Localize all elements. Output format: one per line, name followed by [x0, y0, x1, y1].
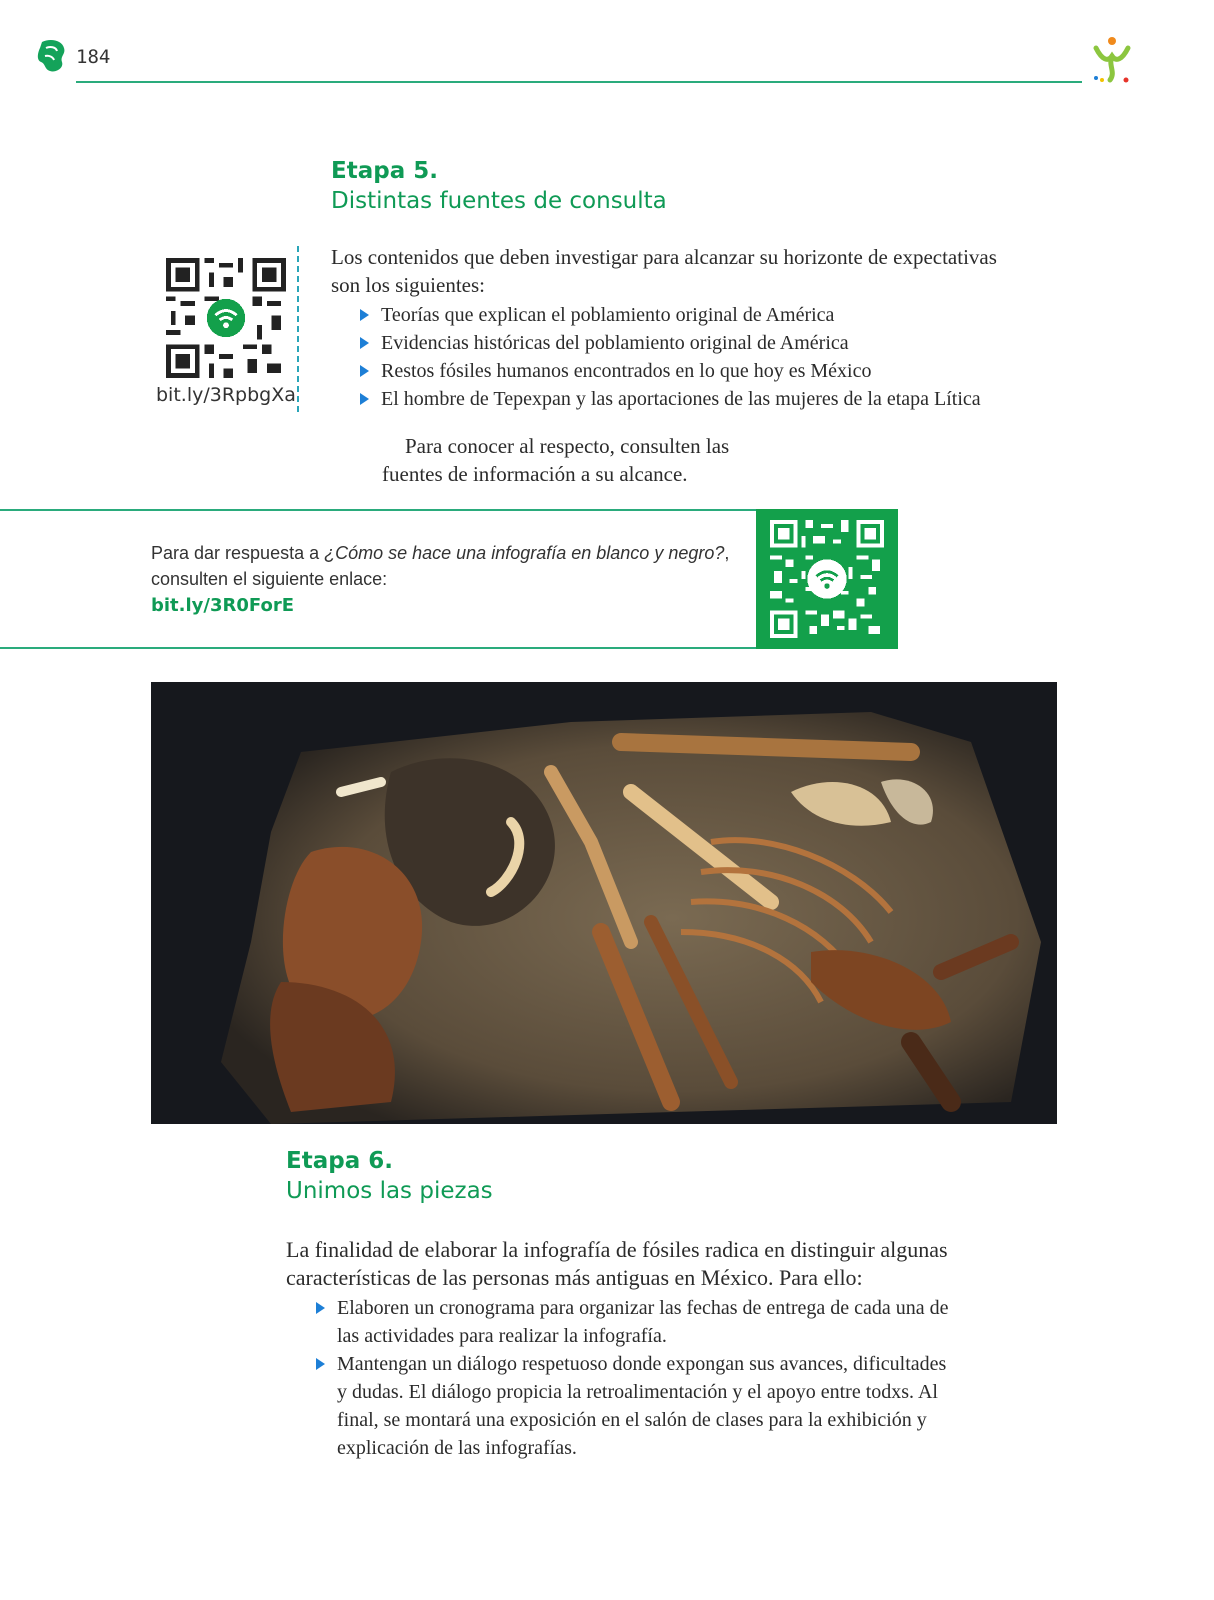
link-box-rule-top — [0, 509, 760, 511]
etapa5-intro: Los contenidos que deben investigar para alcanzar su horizonte de expectativas son los siguientes: — [331, 245, 997, 297]
link-box-rule-bottom — [0, 647, 760, 649]
bullet-triangle-icon — [360, 393, 369, 405]
link-box-url[interactable]: bit.ly/3R0ForE — [151, 595, 294, 616]
etapa6-stage: Etapa 6. — [286, 1148, 393, 1174]
etapa5-heading — [331, 158, 667, 214]
etapa5-stage: Etapa 5. — [331, 158, 438, 184]
list-item: Elaboren un cronograma para organizar las fechas de entrega de cada una de las actividades para realizar la infografía. — [311, 1294, 961, 1350]
list-item: Teorías que explican el poblamiento original de América — [355, 301, 1055, 329]
brand-figure-icon — [1086, 34, 1138, 86]
header-rule — [76, 81, 1082, 83]
etapa5-title: Distintas fuentes de consulta — [331, 188, 667, 214]
etapa6-title: Unimos las piezas — [286, 1178, 493, 1204]
etapa5-closing-2: fuentes de información a su alcance. — [382, 462, 688, 486]
bullet-triangle-icon — [316, 1358, 325, 1370]
bullet-triangle-icon — [360, 309, 369, 321]
dashed-divider — [297, 246, 299, 412]
qr-code-link-box[interactable] — [770, 520, 884, 643]
qr-url-etapa5[interactable]: bit.ly/3RpbgXa — [156, 384, 296, 406]
bullet-triangle-icon — [316, 1302, 325, 1314]
link-box-text: Para dar respuesta a ¿Cómo se hace una infografía en blanco y negro?, consulten el siguiente enlace: bit.ly/3R0ForE — [151, 543, 730, 616]
etapa6-intro: La finalidad de elaborar la infografía de fósiles radica en distinguir algunas características de las personas más antiguas en México. Para ello: — [286, 1237, 948, 1290]
etapa6-heading — [286, 1148, 493, 1204]
list-item: Evidencias históricas del poblamiento original de América — [355, 329, 1055, 357]
page-number: 184 — [76, 46, 111, 68]
qr-code-etapa5[interactable] — [166, 258, 286, 378]
list-item: El hombre de Tepexpan y las aportaciones de las mujeres de la etapa Lítica — [355, 385, 1055, 413]
etapa6-bullet-list — [311, 1294, 961, 1462]
bullet-triangle-icon — [360, 337, 369, 349]
fossil-photo — [151, 682, 1057, 1124]
etapa5-bullet-list — [355, 301, 1055, 413]
qr-panel — [756, 509, 898, 649]
bullet-triangle-icon — [360, 365, 369, 377]
book-logo-icon — [36, 38, 68, 74]
list-item: Restos fósiles humanos encontrados en lo que hoy es México — [355, 357, 1055, 385]
list-item: Mantengan un diálogo respetuoso donde expongan sus avances, dificultades y dudas. El diálogo propicia la retroalimentación y el apoyo entre todxs. Al final, se montará una exposición en el salón de clases para la exhibición y explicación de las infografías. — [311, 1350, 961, 1462]
etapa5-closing-1: Para conocer al respecto, consulten las — [405, 434, 730, 458]
